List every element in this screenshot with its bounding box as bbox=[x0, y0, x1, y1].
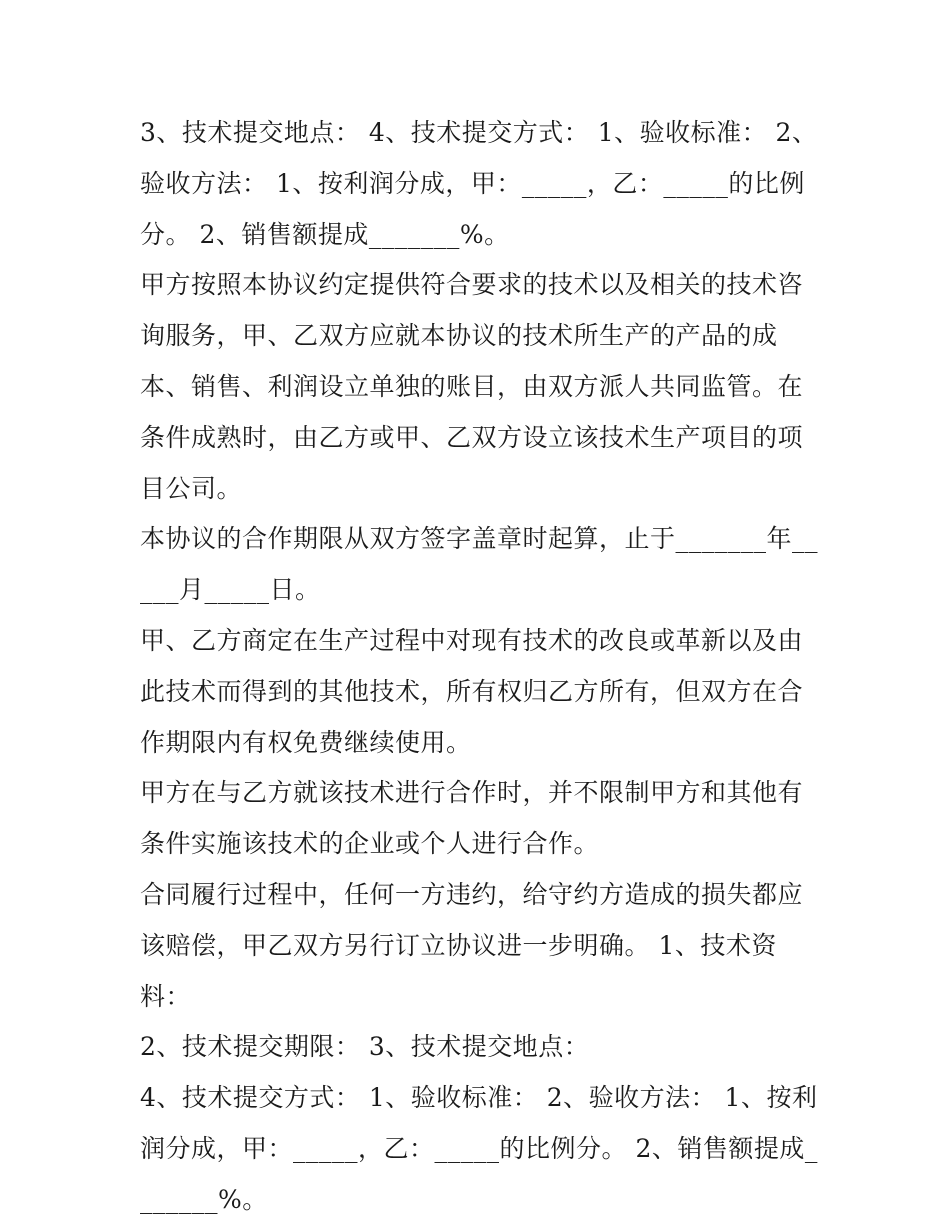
paragraph-non-exclusive: 甲方在与乙方就该技术进行合作时，并不限制甲方和其他有条件实施该技术的企业或个人进行合作。 bbox=[140, 778, 804, 859]
paragraph-cooperation-period: 本协议的合作期限从双方签字盖章时起算，止于_______年_____月_____日。 bbox=[140, 524, 819, 605]
document-body bbox=[140, 108, 820, 1226]
paragraph-delivery-and-profit-share: 3、技术提交地点： 4、技术提交方式： 1、验收标准： 2、验收方法： 1、按利润分成，甲：_____，乙：_____的比例分。 2、销售额提成_______%。 bbox=[140, 118, 818, 249]
paragraph-breach: 合同履行过程中，任何一方违约，给守约方造成的损失都应该赔偿，甲乙双方另行订立协议进一步明确。 1、技术资料： bbox=[140, 879, 804, 1011]
paragraph-improvement-ownership: 甲、乙方商定在生产过程中对现有技术的改良或革新以及由此技术而得到的其他技术，所有权归乙方所有，但双方在合作期限内有权免费继续使用。 bbox=[140, 625, 804, 757]
paragraph-delivery-terms: 2、技术提交期限： 3、技术提交地点： bbox=[140, 1032, 590, 1062]
paragraph-technical-services: 甲方按照本协议约定提供符合要求的技术以及相关的技术咨询服务，甲、乙双方应就本协议的技术所生产的产品的成本、销售、利润设立单独的账目，由双方派人共同监管。在条件成熟时，由乙方或甲、乙双方设立该技术生产项目的项目公司。 bbox=[140, 270, 804, 503]
paragraph-acceptance-and-share: 4、技术提交方式： 1、验收标准： 2、验收方法： 1、按利润分成，甲：_____，乙：_____的比例分。 2、销售额提成_______%。 bbox=[140, 1083, 818, 1214]
